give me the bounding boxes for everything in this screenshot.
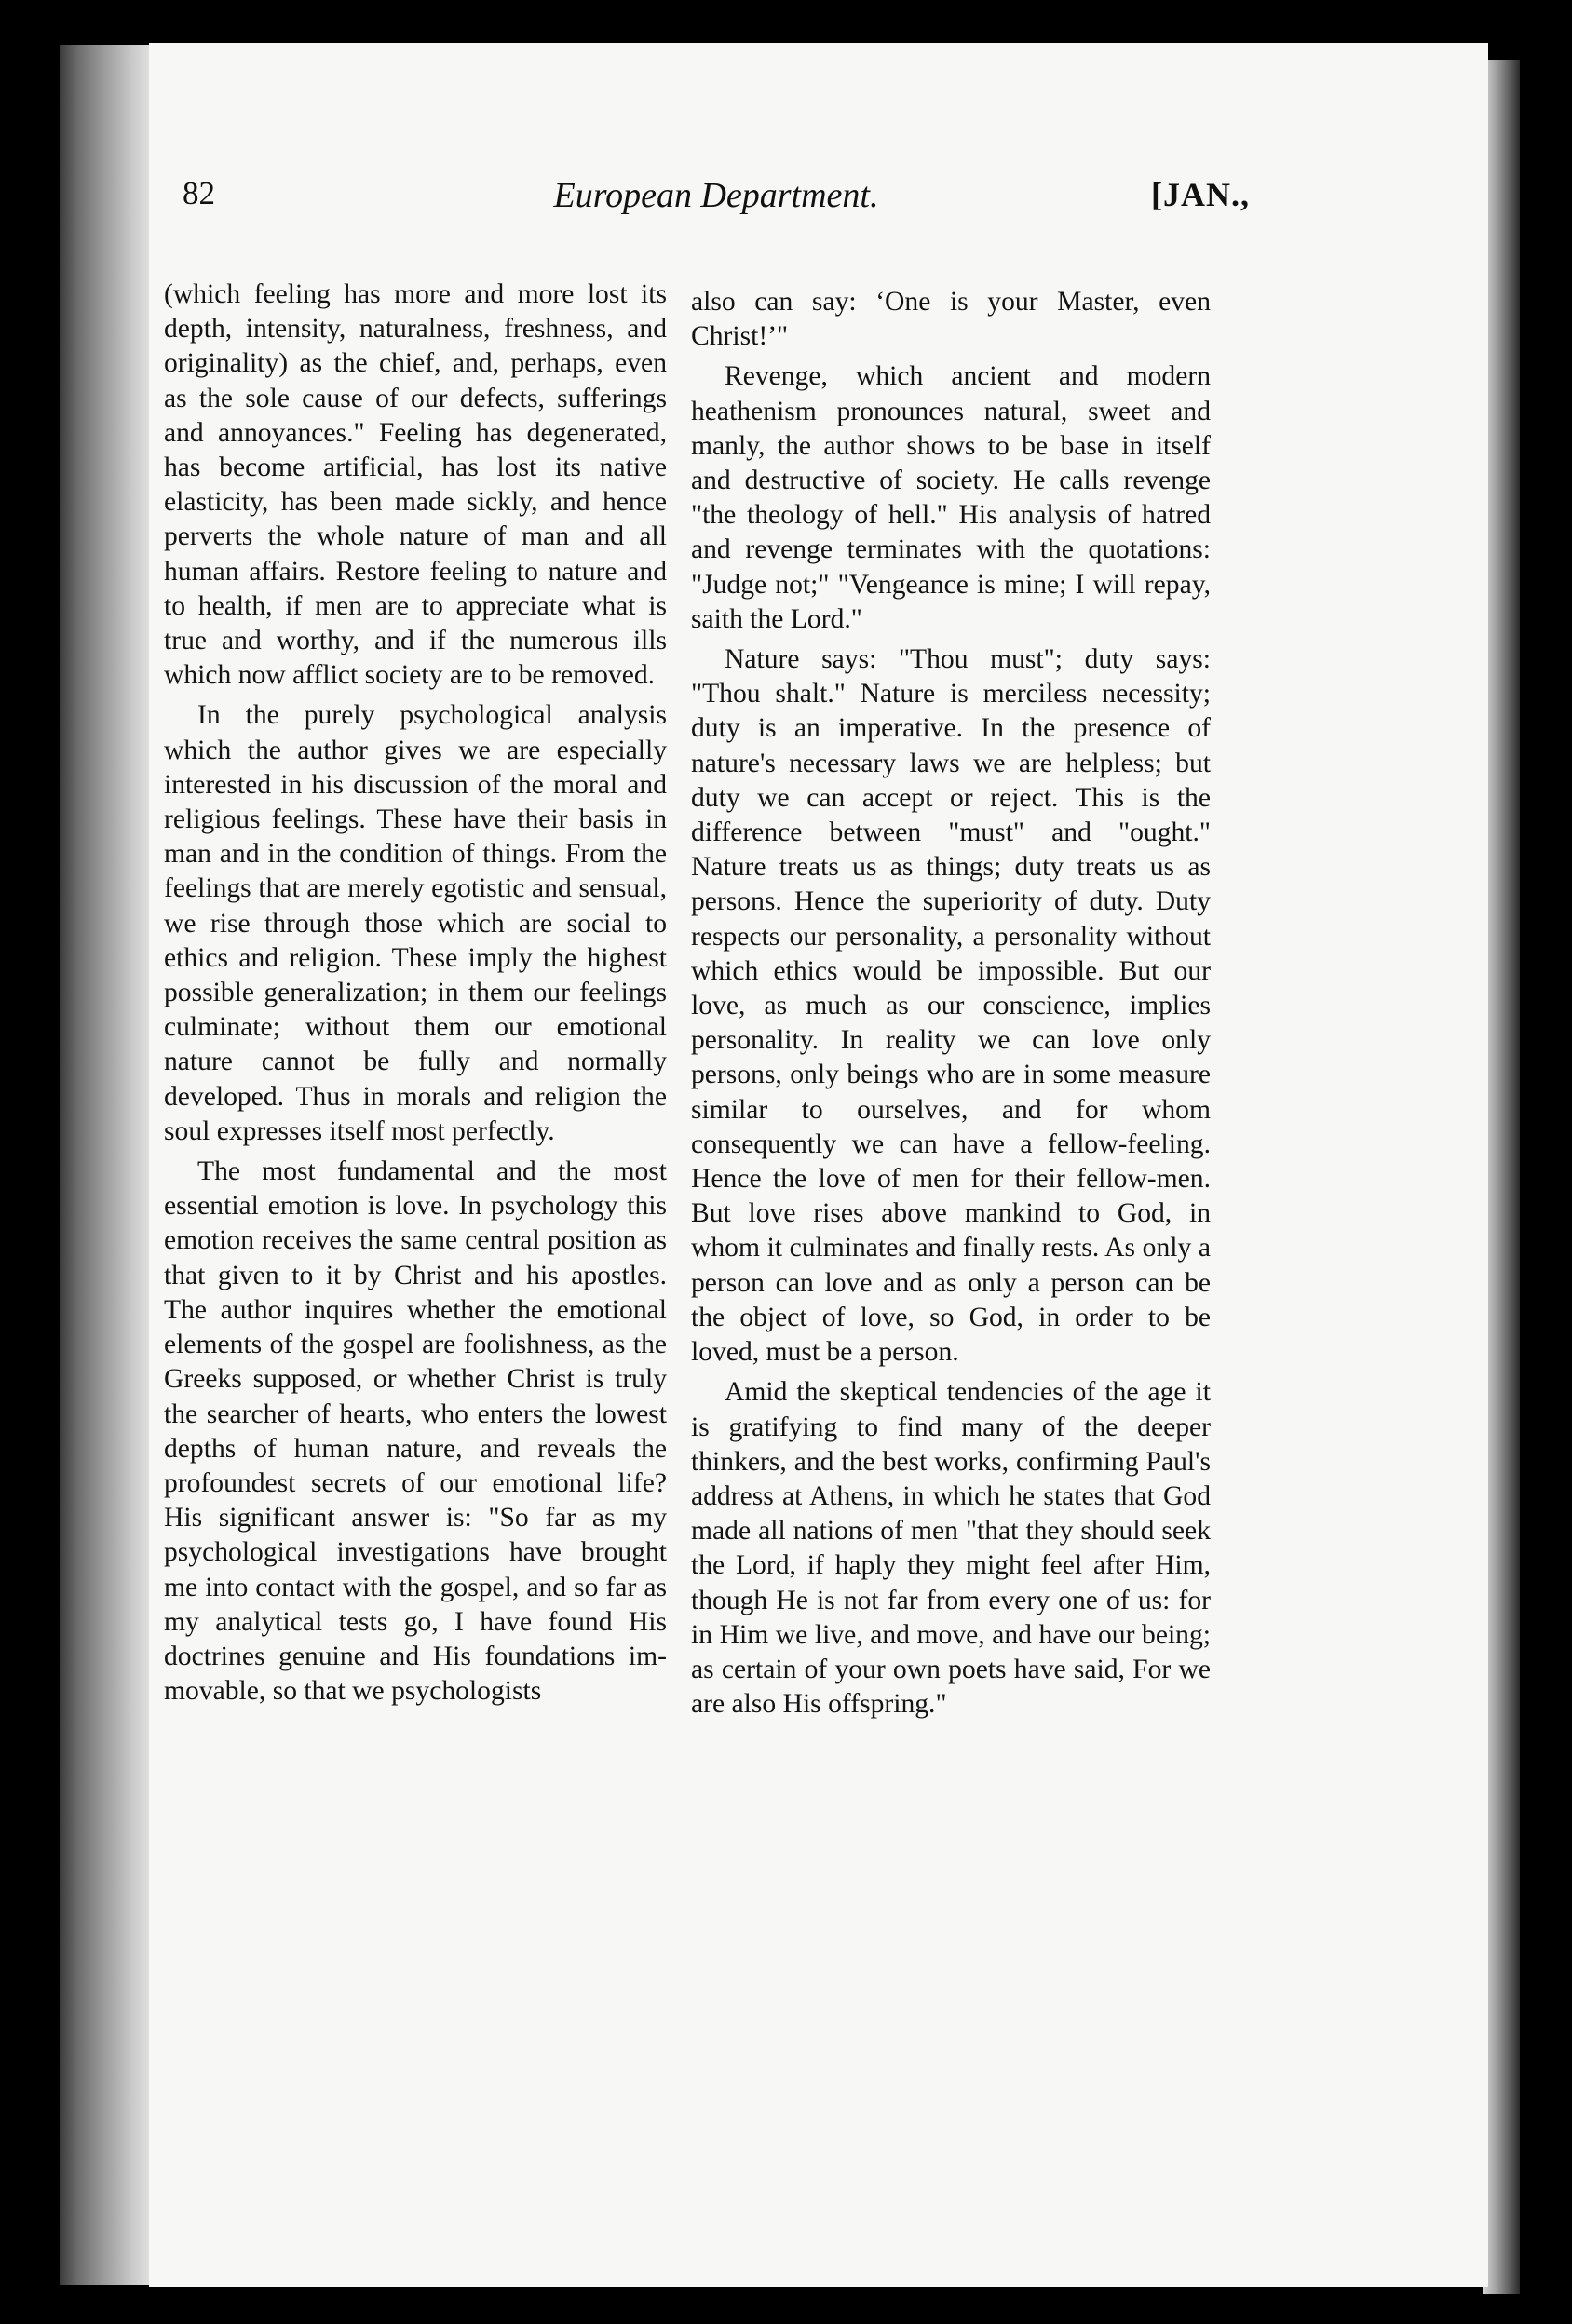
paragraph: (which feeling has more and more lost its depth, intensity, naturalness, freshness, and originality) as the chief, and, perhaps, even as the sole cause of our defects, sufferings and annoyances." Feeling has degenerated, has become artificial, has lost its native elasticity, has been made sickly, and hence perverts the whole nature of man and all human affairs. Restore feeling to nature and to health, if men are to appreciate what is true and worthy, and if the numerous ills which now afflict society are to be removed. <box>164 279 667 691</box>
running-month: [JAN., <box>1151 176 1250 213</box>
running-title: European Department. <box>553 176 879 215</box>
right-column <box>691 285 1211 1722</box>
paragraph: Nature says: "Thou must"; duty says: "Thou shalt." Nature is merciless necessity; duty is an imperative. In the presence of nature's necessary laws we are helpless; but duty we can accept or reject. This is the difference between "must" and "ought." Nature treats us as things; duty treats us as persons. Hence the superiority of duty. Duty respects our personality, a personality without which ethics would be impossible. But our love, as much as our conscience, implies personality. In reality we can love only persons, only beings who are in some measure similar to ourselves, and for whom consequently we can have a fellow-feeling. Hence the love of men for their fellow-men. But love rises above mankind to God, in whom it culminates and finally rests. As only a person can love and as only a person can be the object of love, so God, in order to be loved, must be a person. <box>691 644 1211 1368</box>
page-number: 82 <box>183 175 215 211</box>
running-head <box>183 168 1250 223</box>
book-spine-edge <box>60 45 156 2285</box>
paragraph: also can say: ‘One is your Master, even Christ!’" <box>691 287 1211 352</box>
left-column <box>164 277 667 1709</box>
paragraph: Amid the skeptical tendencies of the age it is gratifying to find many of the deeper thinkers, and the best works, confirming Paul's address at Athens, in which he states that God made all nations of men "that they should seek the Lord, if haply they might feel after Him, though He is not far from every one of us: for in Him we live, and move, and have our being; as certain of your own poets have said, For we are also His offspring." <box>691 1377 1211 1720</box>
paragraph: In the purely psychological analysis which the author gives we are especially interested in his discussion of the moral and religious feelings. These have their basis in man and in the condition of things. From the feelings that are merely egotistic and sensual, we rise through those which are social to ethics and religion. These imply the highest possible generalization; in them our feelings culminate; without them our emotional nature cannot be fully and normally developed. Thus in morals and religion the soul expresses itself most perfectly. <box>164 700 667 1146</box>
paragraph: Revenge, which ancient and modern heathenism pronounces natural, sweet and manly, the author shows to be base in itself and destructive of society. He calls revenge "the theology of hell." His analysis of hatred and revenge terminates with the quotations: "Judge not;" "Vengeance is mine; I will repay, saith the Lord." <box>691 361 1211 634</box>
facing-page-edge <box>1483 60 1520 2294</box>
paragraph: The most fundamental and the most essential emotion is love. In psychology this emotion receives the same central position as that given to it by Christ and his apostles. The author inquires whether the emotional elements of the gospel are foolishness, as the Greeks supposed, or whether Christ is truly the searcher of hearts, who enters the lowest depths of human nature, and reveals the profoundest secrets of our emotional life? His significant answer is: "So far as my psychological investigations have brought me into contact with the gospel, and so far as my analytical tests go, I have found His doctrines genuine and His foundations immovable, so that we psychologists <box>164 1156 667 1707</box>
